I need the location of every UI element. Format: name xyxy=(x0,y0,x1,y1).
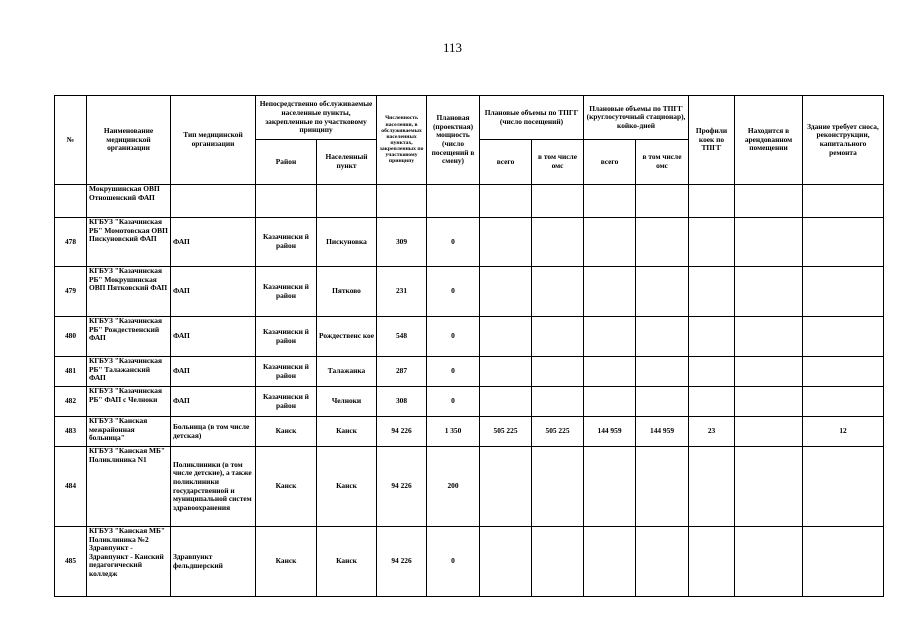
row-number: 483 xyxy=(55,417,87,447)
row-visits-total xyxy=(480,317,532,357)
table-row xyxy=(55,218,884,267)
row-beds-total xyxy=(584,527,636,597)
header-name: Наименование медицинской организации xyxy=(87,96,171,185)
header-capacity: Плановая (проектная) мощность (число посещений в смену) xyxy=(427,96,480,185)
row-population: 309 xyxy=(377,218,427,267)
row-settlement: Челноки xyxy=(317,387,377,417)
row-settlement: Канск xyxy=(317,527,377,597)
row-capacity: 0 xyxy=(427,527,480,597)
row-district: Казачински й район xyxy=(256,387,317,417)
row-number: 484 xyxy=(55,447,87,527)
table-row xyxy=(55,267,884,317)
row-visits-total xyxy=(480,185,532,218)
row-type: ФАП xyxy=(171,317,256,357)
row-capacity: 0 xyxy=(427,267,480,317)
row-profile: 23 xyxy=(689,417,735,447)
row-type: Больница (в том числе детская) xyxy=(171,417,256,447)
row-profile xyxy=(689,527,735,597)
header-population: Численность населения, в обслуживаемых населенных пунктах, закрепленных по участковому принципу xyxy=(377,96,427,185)
row-beds-oms xyxy=(636,527,689,597)
row-name: КГБУЗ "Казачинская РБ" Момотовская ОВП Пискуновский ФАП xyxy=(87,218,171,267)
row-beds-oms xyxy=(636,267,689,317)
table-row xyxy=(55,417,884,447)
row-district: Канск xyxy=(256,417,317,447)
row-rented xyxy=(735,447,803,527)
row-capacity: 0 xyxy=(427,357,480,387)
row-type: ФАП xyxy=(171,267,256,317)
row-number: 481 xyxy=(55,357,87,387)
row-rented xyxy=(735,417,803,447)
row-number: 485 xyxy=(55,527,87,597)
row-visits-total xyxy=(480,387,532,417)
row-visits-oms xyxy=(532,387,584,417)
row-name: КГБУЗ "Казачинская РБ" Мокрушинская ОВП Пятковский ФАП xyxy=(87,267,171,317)
row-visits-total: 505 225 xyxy=(480,417,532,447)
row-type: ФАП xyxy=(171,357,256,387)
row-repair xyxy=(803,357,884,387)
row-rented xyxy=(735,357,803,387)
row-number: 479 xyxy=(55,267,87,317)
table-row xyxy=(55,357,884,387)
row-visits-total xyxy=(480,527,532,597)
row-repair: 12 xyxy=(803,417,884,447)
row-settlement: Пискуновка xyxy=(317,218,377,267)
header-settlement: Населенный пункт xyxy=(317,140,377,185)
row-repair xyxy=(803,185,884,218)
header-district: Район xyxy=(256,140,317,185)
row-name: КГБУЗ "Канская МБ" Поликлиника №2 Здравпункт - Здравпункт - Канский педагогический колледж xyxy=(87,527,171,597)
row-profile xyxy=(689,185,735,218)
header-visits-oms: в том числе омс xyxy=(532,140,584,185)
header-beds-oms: в том числе омс xyxy=(636,140,689,185)
header-repair: Здание требует сноса, реконструкции, капитального ремонта xyxy=(803,96,884,185)
row-beds-oms xyxy=(636,447,689,527)
row-beds-oms xyxy=(636,387,689,417)
row-visits-total xyxy=(480,267,532,317)
row-type: ФАП xyxy=(171,218,256,267)
row-repair xyxy=(803,267,884,317)
row-repair xyxy=(803,527,884,597)
row-visits-total xyxy=(480,218,532,267)
table-row xyxy=(55,447,884,527)
row-district: Казачински й район xyxy=(256,267,317,317)
row-district xyxy=(256,185,317,218)
row-beds-total: 144 959 xyxy=(584,417,636,447)
row-settlement: Пятково xyxy=(317,267,377,317)
medical-organizations-table xyxy=(54,95,884,597)
row-visits-oms xyxy=(532,267,584,317)
row-beds-total xyxy=(584,185,636,218)
row-type: Здравпункт фельдшерский xyxy=(171,527,256,597)
row-settlement: Талажанка xyxy=(317,357,377,387)
row-settlement: Канск xyxy=(317,447,377,527)
row-rented xyxy=(735,267,803,317)
page-number: 113 xyxy=(442,40,463,55)
header-direct: Непосредственно обслуживаемые населенные пункты, закрепленные по участковому принципу xyxy=(256,96,377,140)
row-profile xyxy=(689,447,735,527)
row-capacity: 1 350 xyxy=(427,417,480,447)
row-visits-oms xyxy=(532,218,584,267)
row-beds-total xyxy=(584,447,636,527)
header-visits-total: всего xyxy=(480,140,532,185)
row-capacity: 0 xyxy=(427,317,480,357)
row-profile xyxy=(689,267,735,317)
table-row xyxy=(55,185,884,218)
header-num: № xyxy=(55,96,87,185)
row-type xyxy=(171,185,256,218)
row-beds-total xyxy=(584,267,636,317)
row-name: КГБУЗ "Казачинская РБ" Рождественский ФАП xyxy=(87,317,171,357)
row-district: Канск xyxy=(256,447,317,527)
row-repair xyxy=(803,218,884,267)
row-visits-oms xyxy=(532,357,584,387)
row-population: 94 226 xyxy=(377,447,427,527)
row-population: 94 226 xyxy=(377,527,427,597)
row-visits-oms xyxy=(532,185,584,218)
header-rented: Находится в арендованном помещении xyxy=(735,96,803,185)
row-settlement: Рождественс кое xyxy=(317,317,377,357)
row-profile xyxy=(689,317,735,357)
row-number xyxy=(55,185,87,218)
row-beds-total xyxy=(584,387,636,417)
row-type: Поликлиники (в том числе детские), а также поликлиники государственной и муниципальной систем здравоохранения xyxy=(171,447,256,527)
row-name: Мокрушинская ОВП Отношенский ФАП xyxy=(87,185,171,218)
row-name: КГБУЗ "Канская межрайонная больница" xyxy=(87,417,171,447)
row-profile xyxy=(689,357,735,387)
row-repair xyxy=(803,387,884,417)
row-beds-oms: 144 959 xyxy=(636,417,689,447)
row-visits-oms xyxy=(532,527,584,597)
row-visits-oms xyxy=(532,447,584,527)
row-visits-total xyxy=(480,357,532,387)
row-beds-total xyxy=(584,317,636,357)
row-name: КГБУЗ "Казачинская РБ" Талажанский ФАП xyxy=(87,357,171,387)
row-beds-oms xyxy=(636,185,689,218)
row-population: 231 xyxy=(377,267,427,317)
row-settlement xyxy=(317,185,377,218)
header-beds-total: всего xyxy=(584,140,636,185)
row-population: 94 226 xyxy=(377,417,427,447)
row-visits-oms xyxy=(532,317,584,357)
row-rented xyxy=(735,218,803,267)
header-profile: Профили коек по ТПГГ xyxy=(689,96,735,185)
row-district: Казачински й район xyxy=(256,218,317,267)
row-beds-oms xyxy=(636,357,689,387)
row-number: 480 xyxy=(55,317,87,357)
row-population: 287 xyxy=(377,357,427,387)
row-capacity: 0 xyxy=(427,387,480,417)
row-capacity: 200 xyxy=(427,447,480,527)
header-beds: Плановые объемы по ТПГГ (круглосуточный стационар), койко-дней xyxy=(584,96,689,140)
row-beds-total xyxy=(584,218,636,267)
row-name: КГБУЗ "Казачинская РБ" ФАП с Челноки xyxy=(87,387,171,417)
row-visits-oms: 505 225 xyxy=(532,417,584,447)
row-population: 548 xyxy=(377,317,427,357)
row-district: Казачински й район xyxy=(256,357,317,387)
row-rented xyxy=(735,317,803,357)
row-settlement: Канск xyxy=(317,417,377,447)
row-number: 482 xyxy=(55,387,87,417)
row-population xyxy=(377,185,427,218)
table-row xyxy=(55,387,884,417)
row-type: ФАП xyxy=(171,387,256,417)
row-repair xyxy=(803,447,884,527)
row-number: 478 xyxy=(55,218,87,267)
row-profile xyxy=(689,387,735,417)
row-district: Канск xyxy=(256,527,317,597)
table-row xyxy=(55,527,884,597)
row-beds-total xyxy=(584,357,636,387)
row-profile xyxy=(689,218,735,267)
row-repair xyxy=(803,317,884,357)
header-visits: Плановые объемы по ТПГГ (число посещений) xyxy=(480,96,584,140)
row-population: 308 xyxy=(377,387,427,417)
row-rented xyxy=(735,387,803,417)
row-rented xyxy=(735,527,803,597)
row-beds-oms xyxy=(636,317,689,357)
row-rented xyxy=(735,185,803,218)
table-row xyxy=(55,317,884,357)
row-name: КГБУЗ "Канская МБ" Поликлиника N1 xyxy=(87,447,171,527)
header-type: Тип медицинской организации xyxy=(171,96,256,185)
row-capacity xyxy=(427,185,480,218)
row-visits-total xyxy=(480,447,532,527)
row-capacity: 0 xyxy=(427,218,480,267)
row-beds-oms xyxy=(636,218,689,267)
row-district: Казачински й район xyxy=(256,317,317,357)
